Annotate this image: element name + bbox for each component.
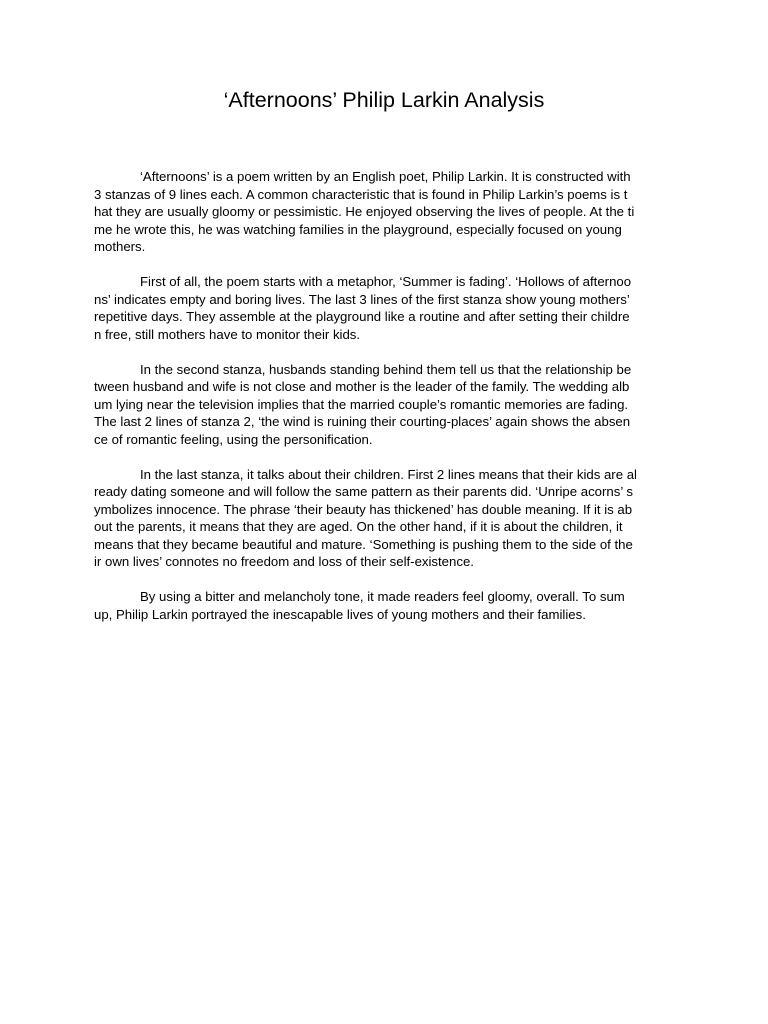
text-line: First of all, the poem starts with a metaphor, ‘Summer is fading’. ‘Hollows of afternoo (140, 274, 632, 289)
paragraph-3 (94, 361, 674, 449)
text-line: me he wrote this, he was watching families in the playground, especially focused on young (94, 221, 622, 237)
text-line: In the second stanza, husbands standing behind them tell us that the relationship be (140, 361, 632, 377)
text-line: hat they are usually gloomy or pessimistic. He enjoyed observing the lives of people. At the ti (94, 204, 635, 219)
text-line: ns’ indicates empty and boring lives. The last 3 lines of the first stanza show young mothers’ (94, 291, 630, 307)
paragraph-4 (94, 466, 674, 571)
text-line: mothers. (94, 239, 146, 254)
text-line: ready dating someone and will follow the same pattern as their parents did. ‘Unripe acorns’ s (94, 484, 634, 499)
text-line: up, Philip Larkin portrayed the inescapable lives of young mothers and their families. (94, 606, 586, 622)
text-line: n free, still mothers have to monitor their kids. (94, 326, 361, 342)
paragraph-5 (94, 588, 674, 623)
text-line: repetitive days. They assemble at the playground like a routine and after setting their childre (94, 309, 630, 324)
text-line: In the last stanza, it talks about their children. First 2 lines means that their kids are al (140, 466, 637, 482)
paragraph-2 (94, 273, 674, 343)
document-body (94, 168, 674, 641)
text-line: 3 stanzas of 9 lines each. A common characteristic that is found in Philip Larkin’s poems is t (94, 186, 628, 202)
text-line: ‘Afternoons’ is a poem written by an English poet, Philip Larkin. It is constructed with (140, 169, 631, 184)
text-line: means that they became beautiful and mature. ‘Something is pushing them to the side of the (94, 536, 633, 552)
text-line: um lying near the television implies that the married couple’s romantic memories are fading. (94, 396, 629, 412)
text-line: By using a bitter and melancholy tone, it made readers feel gloomy, overall. To sum (140, 589, 625, 604)
text-line: ir own lives’ connotes no freedom and loss of their self-existence. (94, 554, 474, 569)
text-line: tween husband and wife is not close and mother is the leader of the family. The wedding alb (94, 379, 630, 394)
text-line: out the parents, it means that they are aged. On the other hand, if it is about the children, it (94, 519, 623, 534)
page-title: ‘Afternoons’ Philip Larkin Analysis (223, 88, 545, 112)
text-line: ymbolizes innocence. The phrase ‘their beauty has thickened’ has double meaning. If it is ab (94, 501, 633, 517)
text-line: ce of romantic feeling, using the personification. (94, 431, 373, 447)
text-line: The last 2 lines of stanza 2, ‘the wind is ruining their courting-places’ again shows the absen (94, 414, 631, 429)
paragraph-1 (94, 168, 674, 256)
